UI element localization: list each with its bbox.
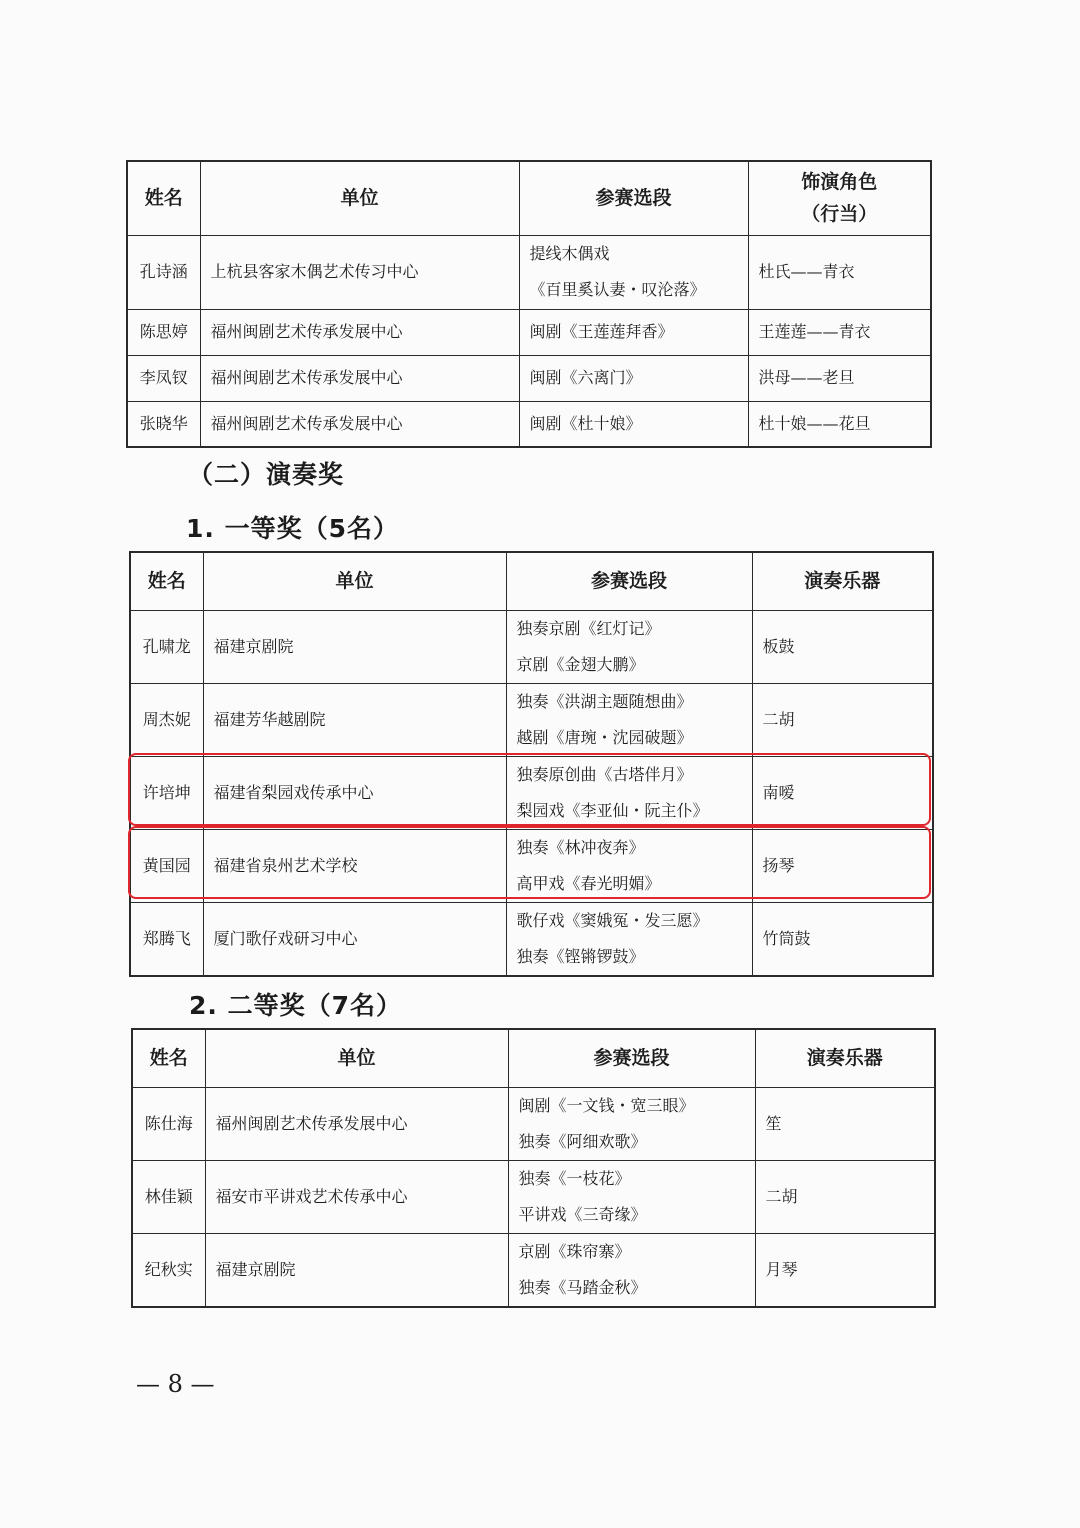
table-header-row <box>132 1029 935 1087</box>
cell-piece-line2: 高甲戏《春光明媚》 <box>516 873 661 893</box>
cell-instrument: 笙 <box>755 1087 935 1160</box>
cell-piece-line1: 独奏京剧《红灯记》 <box>516 618 661 638</box>
cell-instrument: 二胡 <box>752 683 933 756</box>
cell-unit: 福州闽剧艺术传承发展中心 <box>200 309 519 355</box>
cell-name: 郑腾飞 <box>130 902 203 976</box>
header-unit: 单位 <box>200 161 519 235</box>
cell-piece-line1: 闽剧《一文钱・宽三眼》 <box>518 1095 695 1115</box>
table-row <box>132 1087 935 1160</box>
cell-unit: 福建京剧院 <box>205 1233 508 1307</box>
cell-instrument: 月琴 <box>755 1233 935 1307</box>
cell-piece: 闽剧《王莲莲拜香》 <box>519 309 748 355</box>
cell-name: 李凤钗 <box>127 355 200 401</box>
cell-unit: 福建省梨园戏传承中心 <box>203 756 506 829</box>
cell-name: 张晓华 <box>127 401 200 447</box>
cell-piece: 闽剧《六离门》 <box>519 355 748 401</box>
cell-role: 王莲莲——青衣 <box>748 309 931 355</box>
cell-name: 陈思婷 <box>127 309 200 355</box>
first-prize-title: 1. 一等奖（5名） <box>186 514 399 543</box>
cell-instrument: 板鼓 <box>752 610 933 683</box>
header-instrument: 演奏乐器 <box>752 552 933 610</box>
cell-unit: 福建京剧院 <box>203 610 506 683</box>
cell-piece <box>508 1160 755 1233</box>
cell-piece-line1: 独奏《洪湖主题随想曲》 <box>516 691 693 711</box>
header-name: 姓名 <box>130 552 203 610</box>
cell-name: 林佳颖 <box>132 1160 205 1233</box>
cell-unit: 福建芳华越剧院 <box>203 683 506 756</box>
cell-instrument: 扬琴 <box>752 829 933 902</box>
header-unit: 单位 <box>203 552 506 610</box>
cell-piece-line2: 梨园戏《李亚仙・阮主仆》 <box>516 800 709 820</box>
table-row <box>132 1233 935 1307</box>
cell-piece-line1: 提线木偶戏 <box>529 244 610 263</box>
cell-role: 杜氏——青衣 <box>748 235 931 309</box>
cell-unit: 上杭县客家木偶艺术传习中心 <box>200 235 519 309</box>
cell-role: 杜十娘——花旦 <box>748 401 931 447</box>
highlight-box-row-3 <box>128 753 931 826</box>
header-role-line1: 饰演角色 <box>801 171 878 194</box>
cell-piece-line2: 独奏《阿细欢歌》 <box>518 1131 647 1151</box>
cell-unit: 福州闽剧艺术传承发展中心 <box>205 1087 508 1160</box>
cell-piece <box>508 1233 755 1307</box>
cell-name: 黄国园 <box>130 829 203 902</box>
cell-instrument: 南嗳 <box>752 756 933 829</box>
cell-piece <box>506 683 752 756</box>
cell-piece-line2: 京剧《金翅大鹏》 <box>516 654 645 674</box>
table-row <box>127 309 931 355</box>
cell-piece-line1: 歌仔戏《窦娥冤・发三愿》 <box>516 910 709 930</box>
table-row <box>130 683 933 756</box>
header-name: 姓名 <box>132 1029 205 1087</box>
header-instrument: 演奏乐器 <box>755 1029 935 1087</box>
cell-piece <box>519 235 748 309</box>
cell-piece-line1: 独奏《一枝花》 <box>518 1168 631 1188</box>
cell-piece-line2: 平讲戏《三奇缘》 <box>518 1204 647 1224</box>
cell-unit: 福建省泉州艺术学校 <box>203 829 506 902</box>
second-prize-table <box>131 1028 936 1308</box>
cell-piece-line1: 独奏《林冲夜奔》 <box>516 837 645 857</box>
header-piece: 参赛选段 <box>519 161 748 235</box>
table-header-row <box>130 552 933 610</box>
cell-piece <box>506 610 752 683</box>
header-role <box>748 161 931 235</box>
cell-piece <box>506 902 752 976</box>
cell-piece-line1: 京剧《珠帘寨》 <box>518 1241 631 1261</box>
cell-piece: 闽剧《杜十娘》 <box>519 401 748 447</box>
cell-unit: 福州闽剧艺术传承发展中心 <box>200 355 519 401</box>
cell-piece-line1: 独奏原创曲《古塔伴月》 <box>516 764 693 784</box>
table-row <box>127 401 931 447</box>
page-number: — 8 — <box>136 1370 215 1398</box>
cell-piece-line2: 越剧《唐琬・沈园破题》 <box>516 727 693 747</box>
cell-name: 周杰妮 <box>130 683 203 756</box>
section-title-performance-award: （二）演奏奖 <box>188 460 345 489</box>
table-header-row <box>127 161 931 235</box>
table-row <box>130 610 933 683</box>
header-piece: 参赛选段 <box>508 1029 755 1087</box>
cell-name: 纪秋实 <box>132 1233 205 1307</box>
cell-piece-line2: 独奏《铿锵锣鼓》 <box>516 946 645 966</box>
table-row <box>127 355 931 401</box>
cell-name: 孔啸龙 <box>130 610 203 683</box>
cell-unit: 厦门歌仔戏研习中心 <box>203 902 506 976</box>
table-row <box>130 902 933 976</box>
cell-piece-line2: 《百里奚认妻・叹沦落》 <box>529 280 706 299</box>
cell-unit: 福安市平讲戏艺术传承中心 <box>205 1160 508 1233</box>
cell-piece-line2: 独奏《马踏金秋》 <box>518 1277 647 1297</box>
header-unit: 单位 <box>205 1029 508 1087</box>
cell-name: 陈仕海 <box>132 1087 205 1160</box>
cell-role: 洪母——老旦 <box>748 355 931 401</box>
header-role-line2: （行当） <box>801 203 878 226</box>
table-row <box>127 235 931 309</box>
role-award-table <box>126 160 932 448</box>
cell-instrument: 二胡 <box>755 1160 935 1233</box>
cell-instrument: 竹筒鼓 <box>752 902 933 976</box>
cell-name: 许培坤 <box>130 756 203 829</box>
cell-name: 孔诗涵 <box>127 235 200 309</box>
highlight-box-row-4 <box>128 826 931 899</box>
table-row <box>132 1160 935 1233</box>
second-prize-title: 2. 二等奖（7名） <box>189 991 402 1020</box>
cell-piece <box>508 1087 755 1160</box>
header-name: 姓名 <box>127 161 200 235</box>
cell-unit: 福州闽剧艺术传承发展中心 <box>200 401 519 447</box>
header-piece: 参赛选段 <box>506 552 752 610</box>
